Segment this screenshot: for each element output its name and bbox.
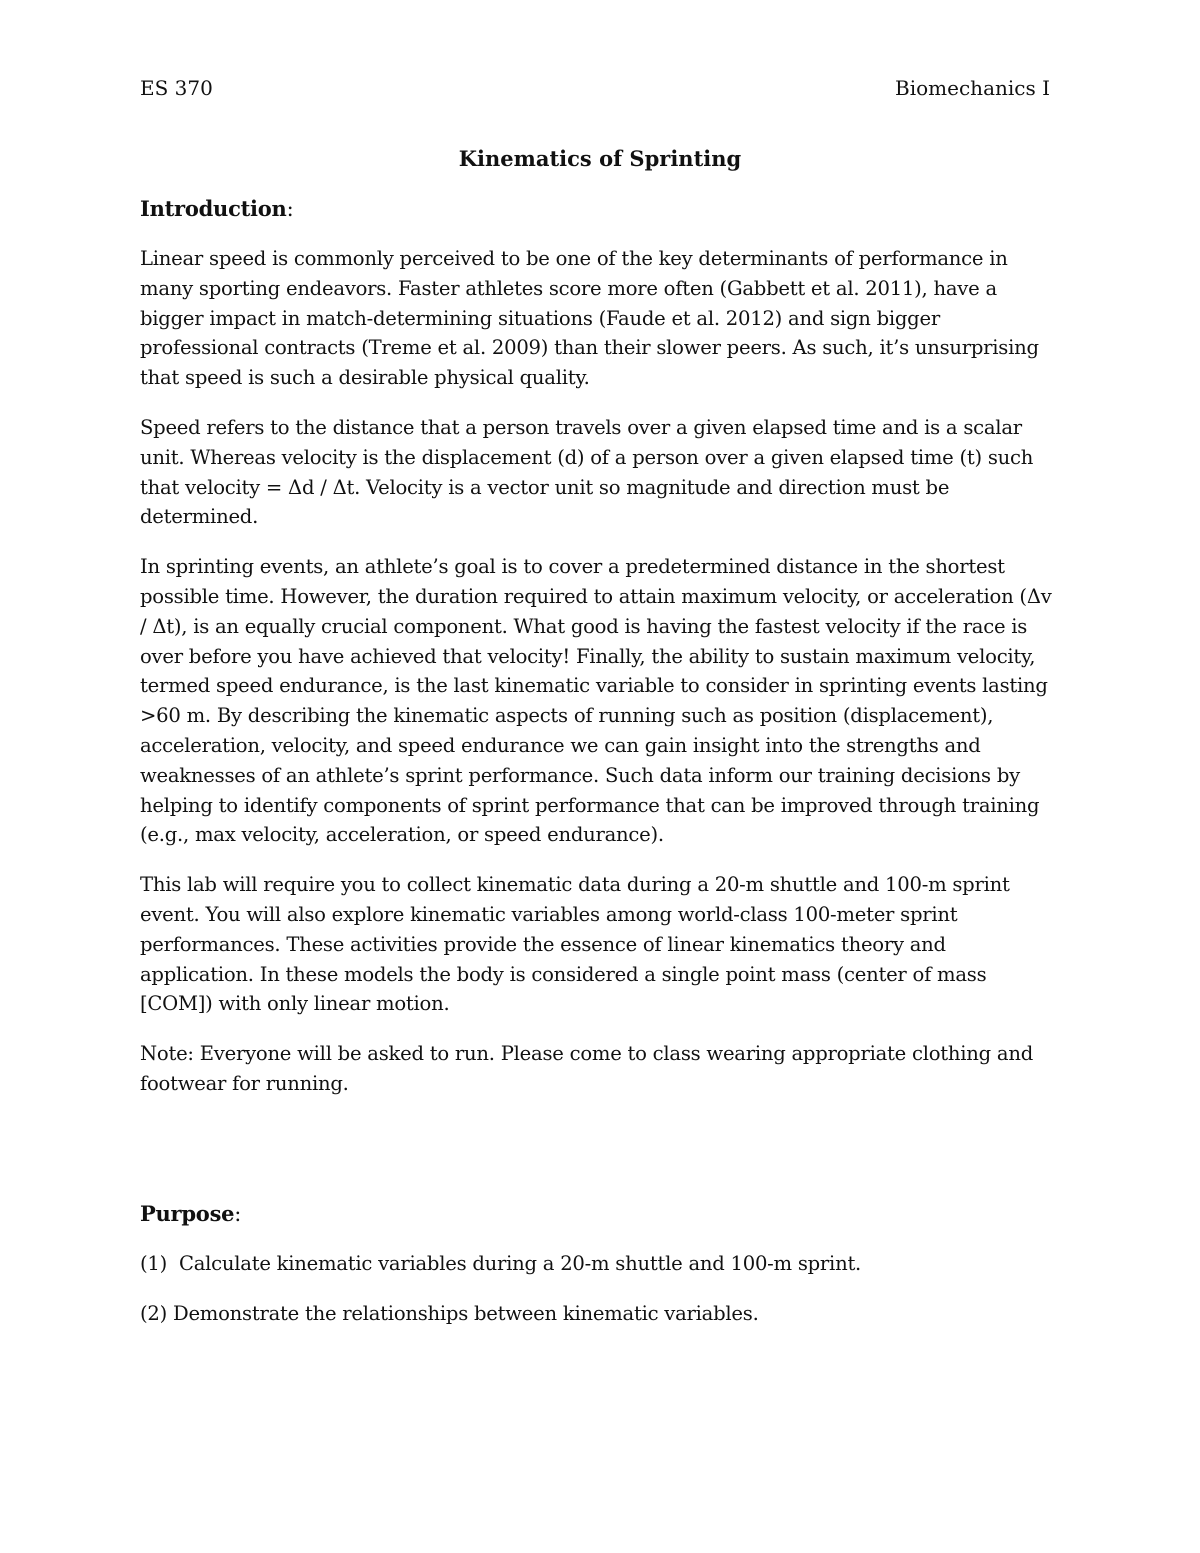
purpose-heading-colon: : <box>234 1202 242 1226</box>
introduction-section <box>140 194 1054 1119</box>
header-course: ES 370 <box>140 76 213 100</box>
introduction-heading <box>140 194 1054 224</box>
purpose-section <box>140 1199 1054 1349</box>
intro-paragraph-1: Linear speed is commonly perceived to be one of the key determinants of performance in many sporting endeavors. Faster athletes score more often (Gabbett et al. 2011), have a bigger impact in match-determining situations (Faude et al. 2012) and sign bigger professional contracts (Treme et al. 2009) than their slower peers. As such, it’s unsurprising that speed is such a desirable physical quality. <box>140 247 1039 390</box>
document-title: Kinematics of Sprinting <box>458 146 742 171</box>
intro-paragraph-2: Speed refers to the distance that a person travels over a given elapsed time and is a scalar unit. Whereas velocity is the displacement (d) of a person over a given elapsed time (t) such that velocity = Δd / Δt. Velocity is a vector unit so magnitude and direction must be determined. <box>140 415 1034 529</box>
purpose-heading <box>140 1199 1054 1229</box>
introduction-heading-text: Introduction <box>140 196 287 221</box>
introduction-heading-colon: : <box>286 197 294 221</box>
intro-paragraph-4: This lab will require you to collect kinematic data during a 20-m shuttle and 100-m sprint event. You will also explore kinematic variables among world-class 100-meter sprint performances. These activities provide the essence of linear kinematics theory and application. In these models the body is considered a single point mass (center of mass [COM]) with only linear motion. <box>140 873 1010 1016</box>
purpose-item-2: (2) Demonstrate the relationships between kinematic variables. <box>140 1301 759 1325</box>
purpose-heading-text: Purpose <box>140 1201 235 1226</box>
purpose-item-1: (1) Calculate kinematic variables during a 20-m shuttle and 100-m sprint. <box>140 1252 862 1275</box>
header-subject: Biomechanics I <box>895 76 1050 100</box>
intro-paragraph-3: In sprinting events, an athlete’s goal is to cover a predetermined distance in the shortest possible time. However, the duration required to attain maximum velocity, or acceleration (Δv / Δt), is an equally crucial component. What good is having the fastest velocity if the race is over before you have achieved that velocity! Finally, the ability to sustain maximum velocity, termed speed endurance, is the last kinematic variable to consider in sprinting events lasting >60 m. By describing the kinematic aspects of running such as position (displacement), acceleration, velocity, and speed endurance we can gain insight into the strengths and weaknesses of an athlete’s sprint performance. Such data inform our training decisions by helping to identify components of sprint performance that can be improved through training (e.g., max velocity, acceleration, or speed endurance). <box>140 555 1052 847</box>
intro-note: Note: Everyone will be asked to run. Please come to class wearing appropriate clothing and footwear for running. <box>140 1042 1034 1095</box>
